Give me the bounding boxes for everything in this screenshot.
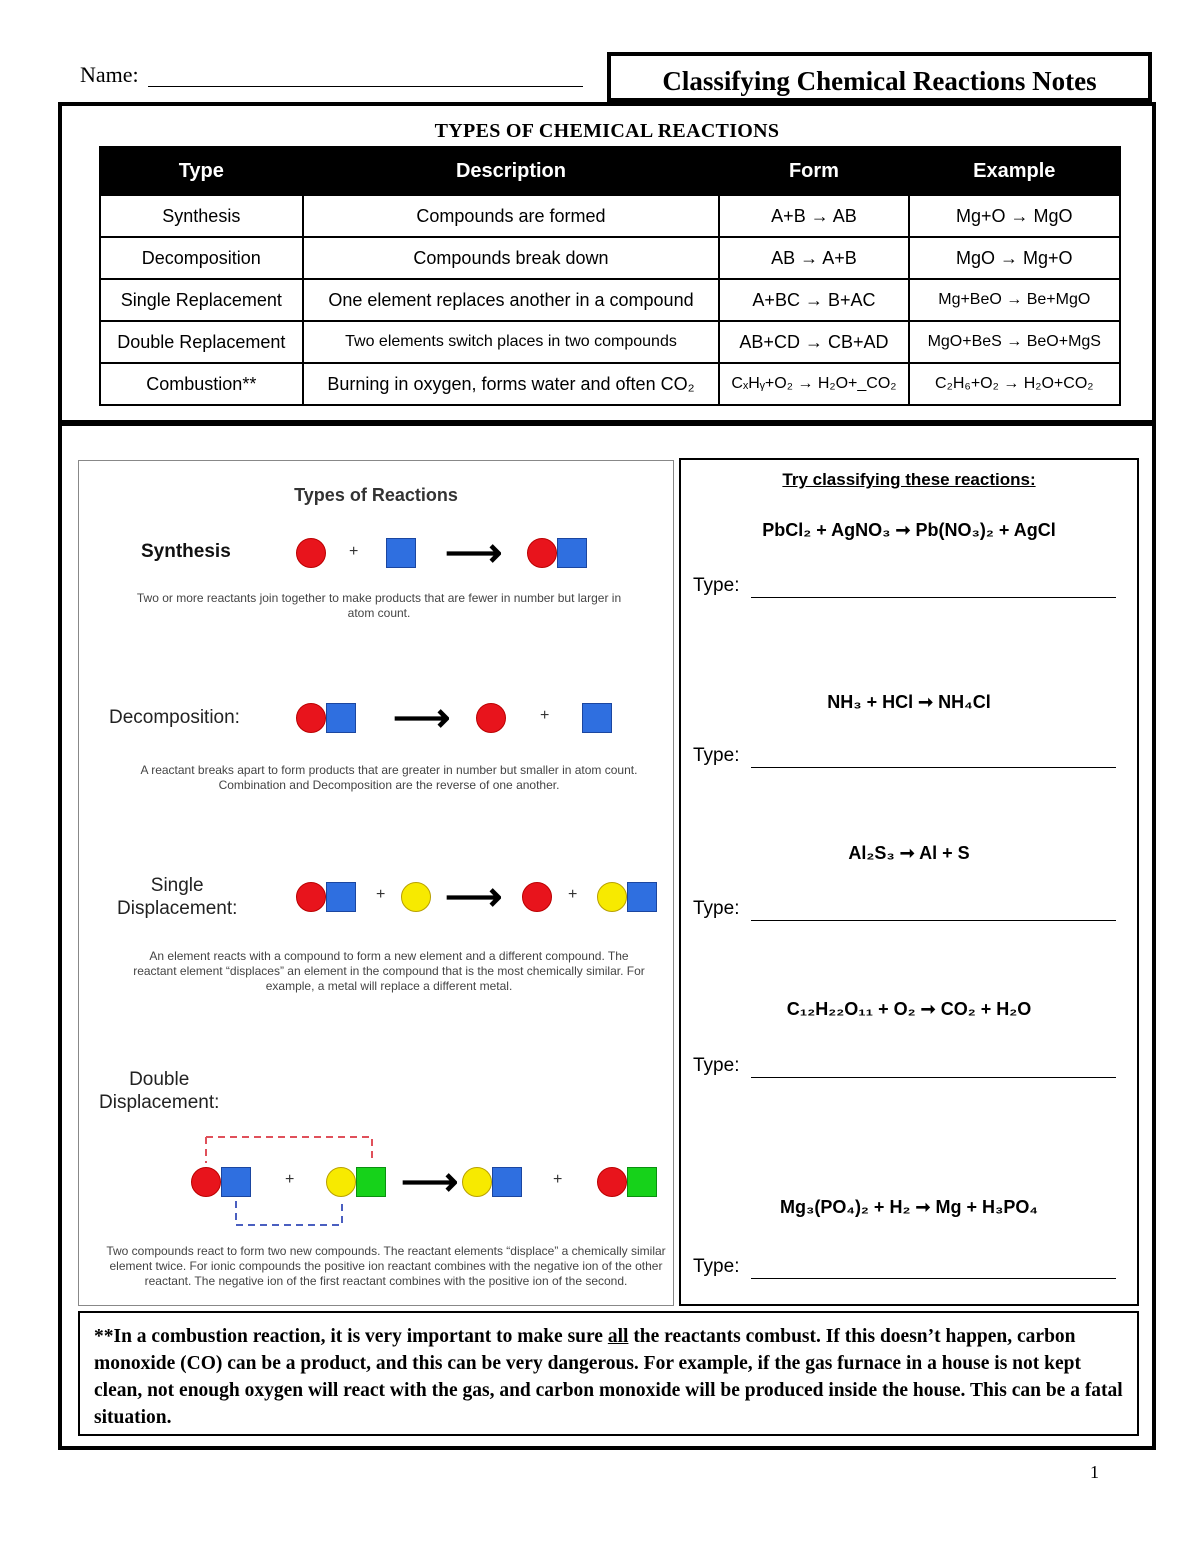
practice-equation: PbCl₂ + AgNO₃ ➞ Pb(NO₃)₂ + AgCl (762, 520, 1056, 540)
single-label-line1: Single (150, 875, 204, 896)
table-cell: MgO+BeS → BeO+MgS (909, 321, 1120, 363)
yellow-atom (326, 1167, 356, 1197)
blue-dashed-link (236, 1201, 342, 1225)
blue-atom (386, 538, 416, 568)
plus-sign: + (349, 543, 359, 560)
table-cell: Burning in oxygen, forms water and often CO₂ (303, 363, 720, 405)
type-answer-line[interactable] (751, 1077, 1116, 1078)
green-atom (627, 1167, 657, 1197)
table-cell: One element replaces another in a compound (303, 279, 720, 321)
decomposition-label: Decomposition: (109, 707, 240, 728)
table-cell: Two elements switch places in two compounds (303, 321, 720, 363)
red-atom (296, 882, 326, 912)
blue-atom (492, 1167, 522, 1197)
single-label-line2: Displacement: (117, 898, 238, 919)
table-cell: Mg+O → MgO (909, 195, 1120, 237)
table-cell: AB+CD → CB+AD (719, 321, 908, 363)
yellow-atom (462, 1167, 492, 1197)
type-label: Type: (693, 1256, 740, 1277)
red-atom (191, 1167, 221, 1197)
name-blank-line[interactable] (148, 86, 583, 87)
plus-sign: + (376, 886, 386, 903)
types-table (99, 146, 1121, 406)
note-part2: the reactants combust. If this doesn’t happen, carbon monoxide (CO) can be a product, and this can be very dangerous. For example, if the gas furnace in a house is not kept clean, not enough oxygen will react with the gas, and carbon monoxide will be produced inside the house. This can be a fatal situation. (94, 1326, 1123, 1428)
combustion-note (78, 1311, 1139, 1436)
note-part1: **In a combustion reaction, it is very important to make sure (94, 1326, 608, 1347)
green-atom (356, 1167, 386, 1197)
double-displacement-description: Two compounds react to form two new compounds. The reactant elements “displace” a chemically similar element twice. For ionic compounds the positive ion reactant combines with the negative ion of the other reactant. The negative ion of the first reactant combines with the positive ion of the second. (106, 1244, 666, 1288)
table-cell: MgO → Mg+O (909, 237, 1120, 279)
type-label: Type: (693, 575, 740, 596)
single-displacement-label (117, 874, 237, 920)
column-header: Description (303, 147, 720, 195)
blue-atom (326, 882, 356, 912)
practice-panel (679, 458, 1139, 1306)
arrow-icon: ⟶ (445, 875, 503, 919)
diagram-title: Types of Reactions (294, 485, 458, 505)
table-cell: Mg+BeO → Be+MgO (909, 279, 1120, 321)
table-row (100, 237, 1120, 279)
blue-atom (557, 538, 587, 568)
yellow-atom (401, 882, 431, 912)
table-cell: A+B → AB (719, 195, 908, 237)
table-cell: Compounds break down (303, 237, 720, 279)
type-answer-line[interactable] (751, 767, 1116, 768)
table-cell: AB → A+B (719, 237, 908, 279)
red-atom (296, 538, 326, 568)
double-label-line2: Displacement: (99, 1092, 220, 1113)
arrow-icon: ⟶ (401, 1160, 459, 1204)
practice-equation: Al₂S₃ ➞ Al + S (848, 843, 970, 863)
plus-sign: + (285, 1171, 295, 1188)
column-header: Form (719, 147, 908, 195)
yellow-atom (597, 882, 627, 912)
table-cell: A+BC → B+AC (719, 279, 908, 321)
plus-sign: + (540, 707, 550, 724)
note-text (94, 1323, 1127, 1431)
table-cell: Single Replacement (100, 279, 303, 321)
name-label: Name: (80, 62, 139, 87)
reaction-types-diagram (78, 460, 674, 1306)
title-box (607, 52, 1152, 102)
table-cell: Synthesis (100, 195, 303, 237)
blue-atom (326, 703, 356, 733)
type-label: Type: (693, 745, 740, 766)
type-label: Type: (693, 898, 740, 919)
double-displacement-label (99, 1068, 219, 1114)
practice-title: Try classifying these reactions: (782, 470, 1036, 489)
red-atom (296, 703, 326, 733)
arrow-icon: ⟶ (445, 531, 503, 575)
column-header: Type (100, 147, 303, 195)
practice-equation: NH₃ + HCl ➞ NH₄Cl (827, 692, 991, 712)
type-answer-line[interactable] (751, 597, 1116, 598)
table-cell: C₂H₆+O₂ → H₂O+CO₂ (909, 363, 1120, 405)
type-answer-line[interactable] (751, 1278, 1116, 1279)
arrow-icon: ⟶ (393, 696, 451, 740)
table-row (100, 363, 1120, 405)
column-header: Example (909, 147, 1120, 195)
decomposition-description: A reactant breaks apart to form products that are greater in number but smaller in atom count. Combination and Decomposition are the reverse of one another. (140, 763, 638, 792)
red-atom (597, 1167, 627, 1197)
double-label-line1: Double (129, 1069, 190, 1090)
synthesis-label: Synthesis (141, 541, 231, 562)
table-cell: CₓHᵧ+O₂ → H₂O+_CO₂ (719, 363, 908, 405)
type-answer-line[interactable] (751, 920, 1116, 921)
table-cell: Compounds are formed (303, 195, 720, 237)
table-cell: Double Replacement (100, 321, 303, 363)
plus-sign: + (568, 886, 578, 903)
table-cell: Decomposition (100, 237, 303, 279)
blue-atom (627, 882, 657, 912)
page-title: Classifying Chemical Reactions Notes (662, 66, 1097, 96)
practice-equation: Mg₃(PO₄)₂ + H₂ ➞ Mg + H₃PO₄ (780, 1197, 1038, 1217)
table-row (100, 195, 1120, 237)
blue-atom (582, 703, 612, 733)
table-header-row (100, 147, 1120, 195)
types-heading: TYPES OF CHEMICAL REACTIONS (434, 120, 780, 142)
types-section (58, 102, 1156, 424)
single-displacement-description: An element reacts with a compound to form a new element and a different compound. The reactant element “displaces” an element in the compound that is the most chemically similar. For example, a metal will replace a different metal. (133, 949, 645, 993)
red-atom (476, 703, 506, 733)
table-row (100, 279, 1120, 321)
red-dashed-link (206, 1137, 372, 1163)
red-atom (522, 882, 552, 912)
page-number: 1 (1090, 1462, 1099, 1482)
red-atom (527, 538, 557, 568)
plus-sign: + (553, 1171, 563, 1188)
type-label: Type: (693, 1055, 740, 1076)
synthesis-description: Two or more reactants join together to make products that are fewer in number but larger in atom count. (136, 591, 622, 620)
table-row (100, 321, 1120, 363)
blue-atom (221, 1167, 251, 1197)
table-cell: Combustion** (100, 363, 303, 405)
practice-equation: C₁₂H₂₂O₁₁ + O₂ ➞ CO₂ + H₂O (786, 999, 1032, 1019)
note-emphasis: all (607, 1326, 629, 1347)
